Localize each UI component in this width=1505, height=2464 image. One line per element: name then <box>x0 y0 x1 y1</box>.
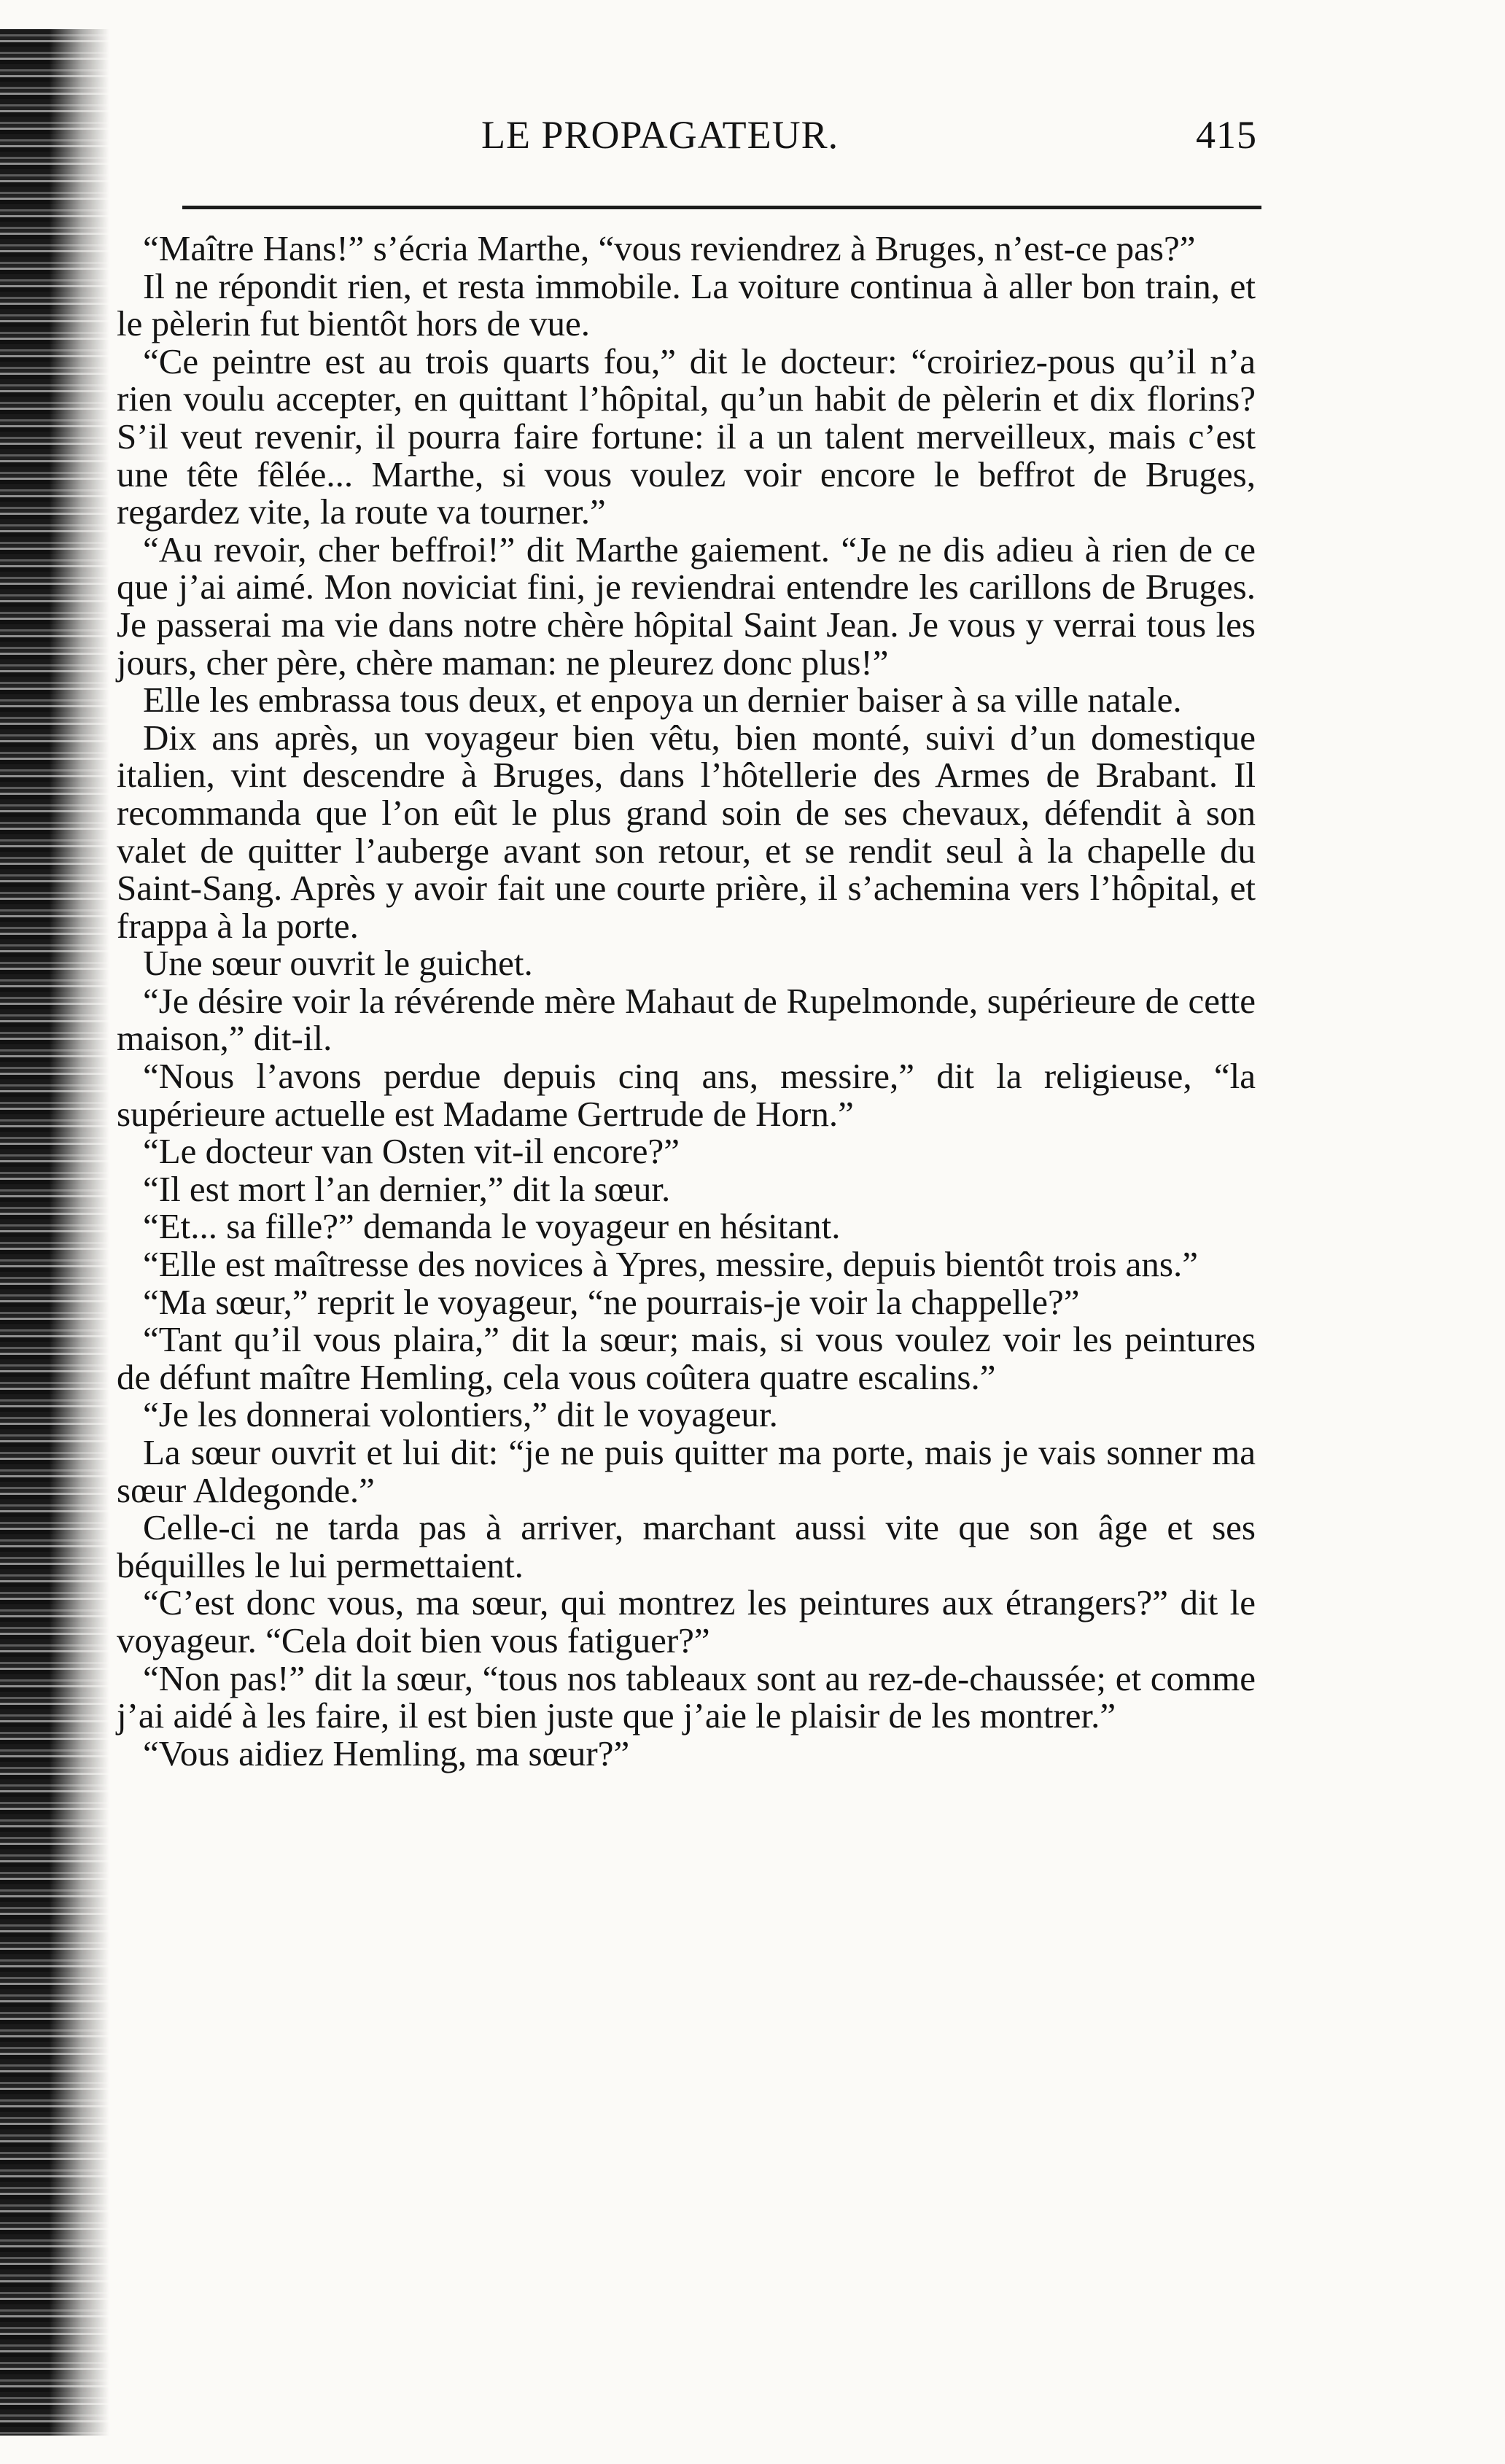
book-binding-edge <box>0 29 109 2436</box>
page-header <box>481 109 1257 160</box>
paragraph: “Non pas!” dit la sœur, “tous nos tableaux sont au rez-de-chaussée; et comme j’ai aidé à les faire, il est bien juste que j’aie le plaisir de les montrer.” <box>117 1657 1256 1736</box>
paragraph: “C’est donc vous, ma sœur, qui montrez les peintures aux étrangers?” dit le voyageur. “Cela doit bien vous fatiguer?” <box>117 1582 1256 1660</box>
paragraph: “Le docteur van Osten vit-il encore?” <box>143 1131 680 1172</box>
paragraph: La sœur ouvrit et lui dit: “je ne puis quitter ma porte, mais je vais sonner ma sœur Aldegonde.” <box>117 1432 1256 1510</box>
text-body <box>117 230 1256 1772</box>
paragraph: “Je désire voir la révérende mère Mahaut de Rupelmonde, supérieure de cette maison,” dit-il. <box>117 980 1256 1059</box>
paragraph: “Tant qu’il vous plaira,” dit la sœur; mais, si vous voulez voir les peintures de défunt maître Hemling, cela vous coûtera quatre escalins.” <box>117 1319 1256 1397</box>
paragraph: Il ne répondit rien, et resta immobile. La voiture continua à aller bon train, et le pèlerin fut bientôt hors de vue. <box>117 265 1256 344</box>
paragraph: “Elle est maîtresse des novices à Ypres, messire, depuis bientôt trois ans.” <box>143 1244 1198 1285</box>
paragraph: Elle les embrassa tous deux, et enpoya un dernier baiser à sa ville natale. <box>143 680 1182 720</box>
paragraph: “Et... sa fille?” demanda le voyageur en hésitant. <box>143 1206 841 1247</box>
paragraph: Celle-ci ne tarda pas à arriver, marchant aussi vite que son âge et ses béquilles le lui permettaient. <box>117 1507 1256 1585</box>
paragraph: “Ce peintre est au trois quarts fou,” dit le docteur: “croiriez-pous qu’il n’a rien voulu accepter, en quittant l’hôpital, qu’un habit de pèlerin et dix florins? S’il veut revenir, il pourra faire fortune: il a un talent merveilleux, mais c’est une tête fêlée... Marthe, si vous voulez voir encore le beffrot de Bruges, regardez vite, la route va tourner.” <box>117 341 1256 532</box>
paragraph: “Il est mort l’an dernier,” dit la sœur. <box>143 1168 671 1209</box>
paragraph: “Maître Hans!” s’écria Marthe, “vous reviendrez à Bruges, n’est-ce pas?” <box>143 228 1196 268</box>
page-number: 415 <box>1196 113 1257 157</box>
running-title: LE PROPAGATEUR. <box>481 113 839 157</box>
paragraph: “Nous l’avons perdue depuis cinq ans, messire,” dit la religieuse, “la supérieure actuelle est Madame Gertrude de Horn.” <box>117 1056 1256 1134</box>
paragraph: “Je les donnerai volontiers,” dit le voyageur. <box>143 1394 778 1435</box>
paragraph: “Au revoir, cher beffroi!” dit Marthe gaiement. “Je ne dis adieu à rien de ce que j’ai aimé. Mon noviciat fini, je reviendrai entendre les carillons de Bruges. Je passerai ma vie dans notre chère hôpital Saint Jean. Je vous y verrai tous les jours, cher père, chère maman: ne pleurez donc plus!” <box>117 529 1256 683</box>
paragraph: “Ma sœur,” reprit le voyageur, “ne pourrais-je voir la chappelle?” <box>143 1281 1080 1322</box>
header-rule <box>182 206 1261 209</box>
paragraph: “Vous aidiez Hemling, ma sœur?” <box>143 1733 630 1773</box>
paragraph: Une sœur ouvrit le guichet. <box>143 943 533 984</box>
paragraph: Dix ans après, un voyageur bien vêtu, bien monté, suivi d’un domestique italien, vint descendre à Bruges, dans l’hôtellerie des Armes de Brabant. Il recommanda que l’on eût le plus grand soin de ses chevaux, défendit à son valet de quitter l’auberge avant son retour, et se rendit seul à la chapelle du Saint-Sang. Après y avoir fait une courte prière, il s’achemina vers l’hôpital, et frappa à la porte. <box>117 717 1256 946</box>
